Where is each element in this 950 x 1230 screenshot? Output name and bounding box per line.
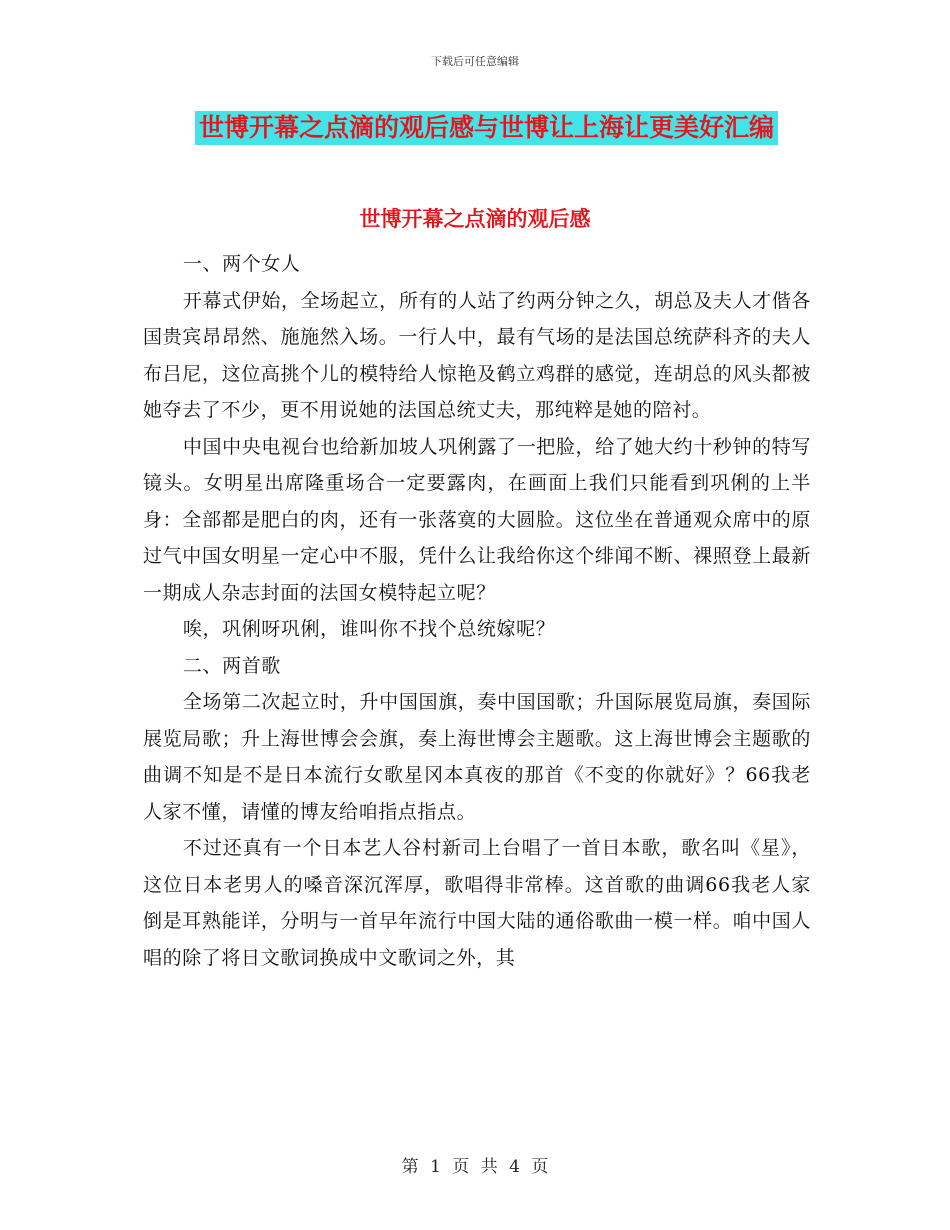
page-number-footer: 第 1 页 共 4 页: [401, 1157, 549, 1177]
page-header-note: 下载后可任意编辑: [431, 55, 519, 68]
heading-two-women: 一、两个女人: [182, 253, 301, 275]
paragraph: 开幕式伊始，全场起立，所有的人站了约两分钟之久，胡总及夫人才偕各国贵宾昂昂然、施施然入场。一行人中，最有气场的是法国总统萨科齐的夫人布吕尼，这位高挑个儿的模特给人惊艳及鹤立鸡群的感觉，连胡总的风头都被她夺去了不少，更不用说她的法国总统丈夫，那纯粹是她的陪衬。: [143, 289, 811, 421]
paragraph: 唉，巩俐呀巩俐，谁叫你不找个总统嫁呢？: [182, 618, 556, 640]
paragraph: 全场第二次起立时，升中国国旗，奏中国国歌；升国际展览局旗，奏国际展览局歌；升上海世博会会旗，奏上海世博会主题歌。这上海世博会主题歌的曲调不知是不是日本流行女歌星冈本真夜的那首《不变的你就好》？66我老人家不懂，请懂的博友给咱指点指点。: [143, 691, 811, 823]
section-title: 世博开幕之点滴的观后感: [359, 207, 591, 231]
paragraph: 中国中央电视台也给新加坡人巩俐露了一把脸，给了她大约十秒钟的特写镜头。女明星出席隆重场合一定要露肉，在画面上我们只能看到巩俐的上半身：全部都是肥白的肉，还有一张落寞的大圆脸。这位坐在普通观众席中的原过气中国女明星一定心中不服，凭什么让我给你这个绯闻不断、裸照登上最新一期成人杂志封面的法国女模特起立呢？: [143, 435, 811, 604]
paragraph: 不过还真有一个日本艺人谷村新司上台唱了一首日本歌，歌名叫《星》，这位日本老男人的嗓音深沉浑厚，歌唱得非常棒。这首歌的曲调66我老人家倒是耳熟能详，分明与一首早年流行中国大陆的通俗歌曲一模一样。咱中国人唱的除了将日文歌词换成中文歌词之外，其: [143, 837, 811, 969]
heading-two-songs: 二、两首歌: [182, 654, 281, 677]
document-body: [143, 246, 811, 976]
document-title: 世博开幕之点滴的观后感与世博让上海让更美好汇编: [195, 111, 778, 145]
